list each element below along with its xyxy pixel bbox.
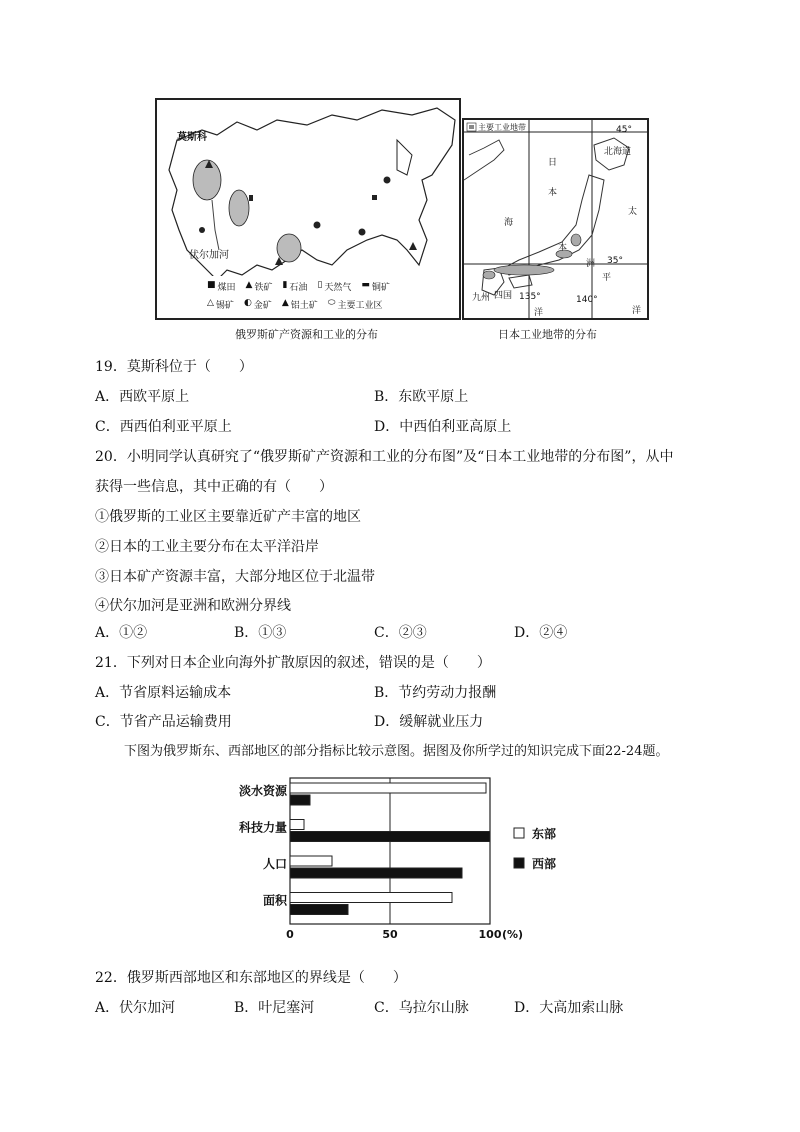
lon140-label: 140° [576,295,598,305]
russia-map-legend [207,280,447,311]
category-label-0: 淡水资源 [238,784,287,798]
q22-option-c: C．乌拉尔山脉 [374,1000,469,1016]
legend-label-0: 东部 [532,827,557,841]
q20-option-a: A．①② [95,625,148,641]
legend-gas: 天然气 [324,283,352,293]
comparison-chart [238,772,578,944]
lon135-label: 135° [519,292,541,302]
category-label-2: 人口 [262,857,287,871]
bar-east-2 [290,856,332,866]
category-label-1: 科技力量 [238,820,287,835]
russia-map-caption: 俄罗斯矿产资源和工业的分布 [235,328,378,341]
comparison-chart-svg [238,772,578,944]
ping-label: 平 [602,273,612,283]
q22-option-d: D．大高加索山脉 [514,1000,624,1016]
ri-label: 日 [548,158,558,168]
legend-gold-icon: ◐ [243,298,252,308]
legend-bauxite-icon: ▲ [281,298,289,308]
legend-bauxite: 铝土矿 [290,301,318,311]
q22-stem: 22．俄罗斯西部地区和东部地区的界线是（ ） [95,970,407,986]
legend-tin: 锡矿 [215,301,234,311]
jiuzhou-label: 九州 [472,293,491,303]
ben-label: 本 [548,188,558,198]
legend-coal-icon: ■ [207,280,216,290]
japan-legend: 主要工业地带 [478,123,526,132]
tai-label: 太 [628,207,638,217]
q20-option-b: B．①③ [234,625,287,641]
q20-statement-1: ①俄罗斯的工业区主要靠近矿产丰富的地区 [95,509,361,525]
bar-east-1 [290,820,304,830]
yang-label: 洋 [632,306,642,316]
bar-west-1 [290,832,490,842]
legend-industry: 主要工业区 [337,301,383,311]
q20-statement-3: ③日本矿产资源丰富，大部分地区位于北温带 [95,569,375,585]
legend-oil-icon: ▮ [282,280,288,290]
volga-label: 伏尔加河 [189,250,229,261]
q19-option-c: C．西西伯利亚平原上 [95,419,232,435]
bar-west-3 [290,905,348,915]
russia-map [155,98,461,320]
legend-industry-icon: ⬭ [327,298,336,308]
legend-swatch-0 [514,828,524,838]
bar-east-3 [290,893,452,903]
legend-label-1: 西部 [532,857,557,871]
lat45-label: 45° [616,125,632,135]
hokkaido-label: 北海道 [604,147,632,157]
tick-label-2: 100 [478,928,502,941]
legend-copper: 铜矿 [371,283,390,293]
bar-east-0 [290,783,486,793]
q19-option-a: A．西欧平原上 [95,389,190,405]
legend-oil: 石油 [289,283,308,293]
tick-label-0: 0 [286,928,294,941]
legend-swatch-1 [514,858,524,868]
legend-gas-icon: ▯ [317,280,323,290]
legend-tin-icon: △ [207,298,214,308]
q20-statement-4: ④伏尔加河是亚洲和欧洲分界线 [95,598,291,614]
q20-statement-2: ②日本的工业主要分布在太平洋沿岸 [95,539,319,555]
q20-stem-line1: 20．小明同学认真研究了“俄罗斯矿产资源和工业的分布图”及“日本工业地带的分布图”，从中 [95,449,674,465]
q21-option-c: C．节省产品运输费用 [95,714,232,730]
hai-label: 海 [504,218,514,228]
siguo-label: 四国 [494,291,513,301]
yang2-label: 洋 [534,308,544,318]
japan-map [462,118,649,320]
bar-west-2 [290,868,462,878]
benzhou-label: 本 [558,243,568,253]
legend-coal: 煤田 [217,283,236,293]
lat35-label: 35° [607,256,623,266]
zhou-label: 洲 [586,259,596,269]
q21-option-a: A．节省原料运输成本 [95,685,232,701]
chart-intro: 下图为俄罗斯东、西部地区的部分指标比较示意图。据图及你所学过的知识完成下面22-24题。 [124,744,669,759]
q22-option-b: B．叶尼塞河 [234,1000,315,1016]
legend-gold: 金矿 [253,301,272,311]
q20-option-c: C．②③ [374,625,427,641]
q21-option-d: D．缓解就业压力 [374,714,484,730]
q21-option-b: B．节约劳动力报酬 [374,685,497,701]
legend-iron-icon: ▲ [245,280,253,290]
japan-map-caption: 日本工业地带的分布 [498,328,597,341]
tick-label-1: 50 [382,928,398,941]
bar-west-0 [290,795,310,805]
q19-stem: 19．莫斯科位于（ ） [95,359,253,375]
q21-stem: 21．下列对日本企业向海外扩散原因的叙述，错误的是（ ） [95,655,491,671]
unit-label: (%) [502,928,524,941]
q19-option-d: D．中西伯利亚高原上 [374,419,512,435]
q22-option-a: A．伏尔加河 [95,1000,176,1016]
moscow-label: 莫斯科 [177,132,207,143]
q19-option-b: B．东欧平原上 [374,389,469,405]
category-label-3: 面积 [262,893,287,908]
legend-iron: 铁矿 [254,283,273,293]
q20-option-d: D．②④ [514,625,568,641]
legend-copper-icon: ▬ [361,280,370,290]
q20-stem-line2: 获得一些信息，其中正确的有（ ） [95,479,333,495]
